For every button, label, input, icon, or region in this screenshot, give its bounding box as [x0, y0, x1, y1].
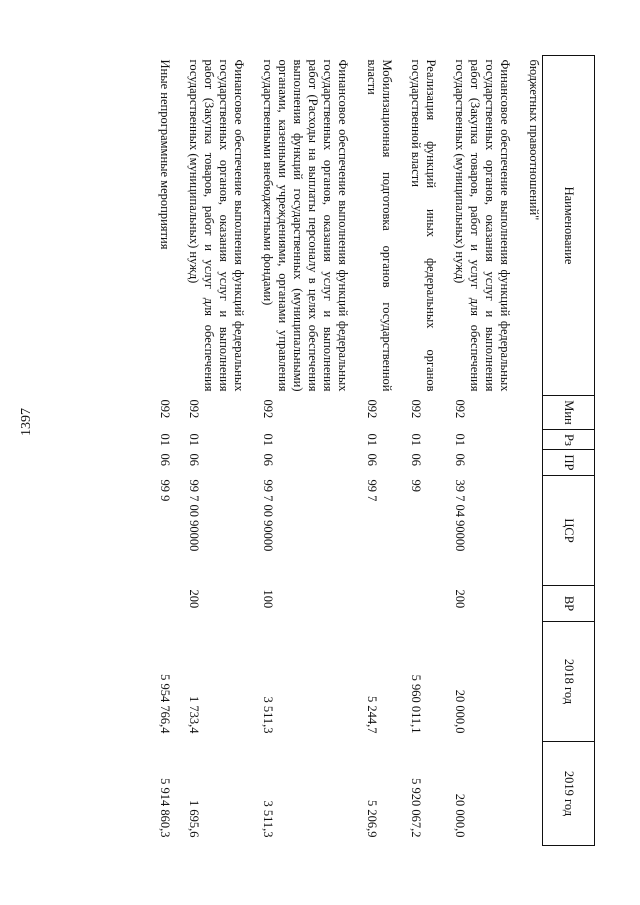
row-vr	[156, 586, 173, 622]
row-2019: 5 206,9	[365, 800, 379, 838]
row-pr: 06	[187, 453, 201, 466]
page-number: 1397	[19, 408, 34, 436]
row-pr: 06	[261, 453, 275, 466]
row-pr: 06	[158, 453, 172, 466]
header-rz: Рз	[543, 430, 595, 450]
table-row	[259, 56, 351, 846]
header-pr: ПР	[543, 450, 595, 476]
row-vr: 200	[187, 589, 201, 609]
row-2018: 5 244,7	[365, 696, 379, 734]
row-pr: 06	[453, 453, 467, 466]
row-2018: 5 960 011,1	[409, 674, 423, 734]
row-gap	[439, 56, 451, 846]
row-vr	[407, 586, 439, 622]
budget-table	[156, 55, 595, 846]
row-2019	[525, 742, 543, 846]
row-2019: 3 511,3	[261, 800, 275, 838]
table-header-row	[543, 56, 595, 846]
row-min: 092	[187, 399, 201, 419]
row-name: Реализация функций иных федеральных органов государственной власти	[409, 59, 438, 392]
header-min: Мин	[543, 396, 595, 430]
row-2019: 5 920 067,2	[409, 778, 423, 838]
row-pr	[525, 450, 543, 476]
row-gap	[173, 56, 185, 846]
row-rz: 01	[365, 433, 379, 446]
row-2018: 20 000,0	[453, 689, 467, 734]
row-rz: 01	[158, 433, 172, 446]
row-rz: 01	[409, 433, 423, 446]
table-row	[156, 56, 173, 846]
row-name: Иные непрограммные мероприятия	[158, 59, 172, 250]
row-gap	[247, 56, 259, 846]
row-vr	[363, 586, 395, 622]
header-csr: ЦСР	[543, 476, 595, 586]
row-gap	[513, 56, 525, 846]
row-name: Финансовое обеспечение выполнения функций федеральных государственных органов, оказания услуг и выполнения работ (Закупка товаров, работ и услуг для обеспечения государственных (муниципальных) нужд)	[453, 59, 512, 392]
row-gap	[351, 56, 363, 846]
header-2018: 2018 год	[543, 622, 595, 742]
row-csr: 39 7 04 90000	[453, 479, 467, 552]
row-csr: 99 9	[158, 479, 172, 502]
row-min: 092	[409, 399, 423, 419]
row-2019: 1 695,6	[187, 800, 201, 838]
row-csr: 99 7	[365, 479, 379, 502]
row-min	[525, 396, 543, 430]
header-name: Наименование	[543, 56, 595, 396]
row-rz: 01	[187, 433, 201, 446]
row-2018: 3 511,3	[261, 696, 275, 734]
row-vr: 100	[261, 589, 275, 609]
row-csr: 99 7 00 90000	[261, 479, 275, 552]
rotated-page-content	[60, 55, 595, 845]
table-row	[525, 56, 543, 846]
row-gap	[395, 56, 407, 846]
row-pr: 06	[409, 453, 423, 466]
row-pr: 06	[365, 453, 379, 466]
row-csr: 99	[409, 479, 423, 492]
row-rz	[525, 430, 543, 450]
table-row	[451, 56, 513, 846]
row-2018: 1 733,4	[187, 696, 201, 734]
row-vr	[525, 586, 543, 622]
row-name: бюджетных правоотношений"	[527, 59, 541, 221]
row-vr: 200	[453, 589, 467, 609]
row-rz: 01	[453, 433, 467, 446]
row-name: Финансовое обеспечение выполнения функций федеральных государственных органов, оказания услуг и выполнения работ (Расходы на выплаты персоналу в целях обеспечения выполнения функций государственных (муниципальными) органами, казенными учреждениями, органами управления государственными внебюджетными фондами)	[261, 59, 350, 392]
row-name: Мобилизационная подготовка органов государственной власти	[365, 59, 394, 392]
row-2019: 5 914 860,3	[158, 778, 172, 838]
row-min: 092	[158, 399, 172, 419]
header-vr: ВР	[543, 586, 595, 622]
table-row	[363, 56, 395, 846]
row-2019: 20 000,0	[453, 793, 467, 838]
row-min: 092	[261, 399, 275, 419]
row-name: Финансовое обеспечение выполнения функций федеральных государственных органов, оказания услуг и выполнения работ (Закупка товаров, работ и услуг для обеспечения государственных (муниципальных) нужд)	[187, 59, 246, 392]
row-csr: 99 7 00 90000	[187, 479, 201, 552]
row-csr	[525, 476, 543, 586]
row-min: 092	[453, 399, 467, 419]
header-2019: 2019 год	[543, 742, 595, 846]
table-row	[185, 56, 247, 846]
row-rz: 01	[261, 433, 275, 446]
row-2018	[525, 622, 543, 742]
table-row	[407, 56, 439, 846]
row-2018: 5 954 766,4	[158, 674, 172, 734]
row-min: 092	[365, 399, 379, 419]
